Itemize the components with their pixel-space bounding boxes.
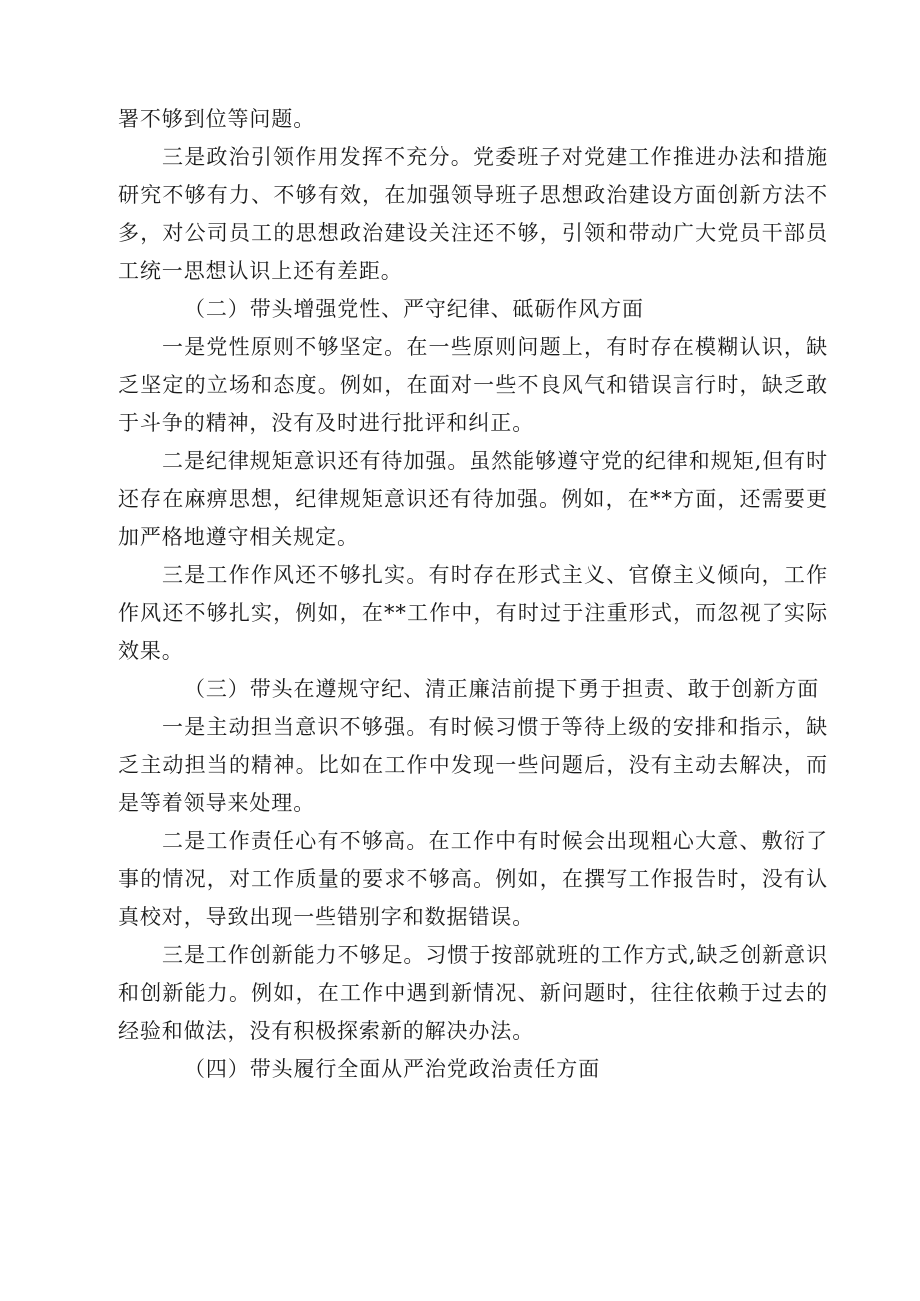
paragraph-continuation: 署不够到位等问题。 <box>118 107 316 131</box>
section-heading-3: （三）带头在遵规守纪、清正廉洁前提下勇于担责、敢于创新方面 <box>184 677 820 701</box>
paragraph-initiative: 一是主动担当意识不够强。有时候习惯于等待上级的安排和指示，缺乏主动担当的精神。比如在工作中发现一些问题后，没有主动去解决，而是等着领导来处理。 <box>118 715 828 815</box>
paragraph-political-leadership: 三是政治引领作用发挥不充分。党委班子对党建工作推进办法和措施研究不够有力、不够有效，在加强领导班子思想政治建设方面创新方法不多，对公司员工的思想政治建设关注还不够，引领和带动广大党员干部员工统一思想认识上还有差距。 <box>118 145 828 283</box>
section-heading-2: （二）带头增强党性、严守纪律、砥砺作风方面 <box>184 297 644 321</box>
section-heading-4: （四）带头履行全面从严治党政治责任方面 <box>184 1057 601 1081</box>
paragraph-work-style: 三是工作作风还不够扎实。有时存在形式主义、官僚主义倾向，工作作风还不够扎实，例如，在**工作中，有时过于注重形式，而忽视了实际效果。 <box>118 563 828 663</box>
paragraph-discipline-awareness: 二是纪律规矩意识还有待加强。虽然能够遵守党的纪律和规矩,但有时还存在麻痹思想，纪律规矩意识还有待加强。例如，在**方面，还需要更加严格地遵守相关规定。 <box>118 449 828 549</box>
paragraph-responsibility: 二是工作责任心有不够高。在工作中有时候会出现粗心大意、敷衍了事的情况，对工作质量的要求不够高。例如，在撰写工作报告时，没有认真校对，导致出现一些错别字和数据错误。 <box>118 829 828 929</box>
document-body <box>118 100 828 1088</box>
paragraph-innovation: 三是工作创新能力不够足。习惯于按部就班的工作方式,缺乏创新意识和创新能力。例如，在工作中遇到新情况、新问题时，往往依赖于过去的经验和做法，没有积极探索新的解决办法。 <box>118 943 828 1043</box>
paragraph-party-principle: 一是党性原则不够坚定。在一些原则问题上，有时存在模糊认识，缺乏坚定的立场和态度。例如，在面对一些不良风气和错误言行时，缺乏敢于斗争的精神，没有及时进行批评和纠正。 <box>118 335 828 435</box>
